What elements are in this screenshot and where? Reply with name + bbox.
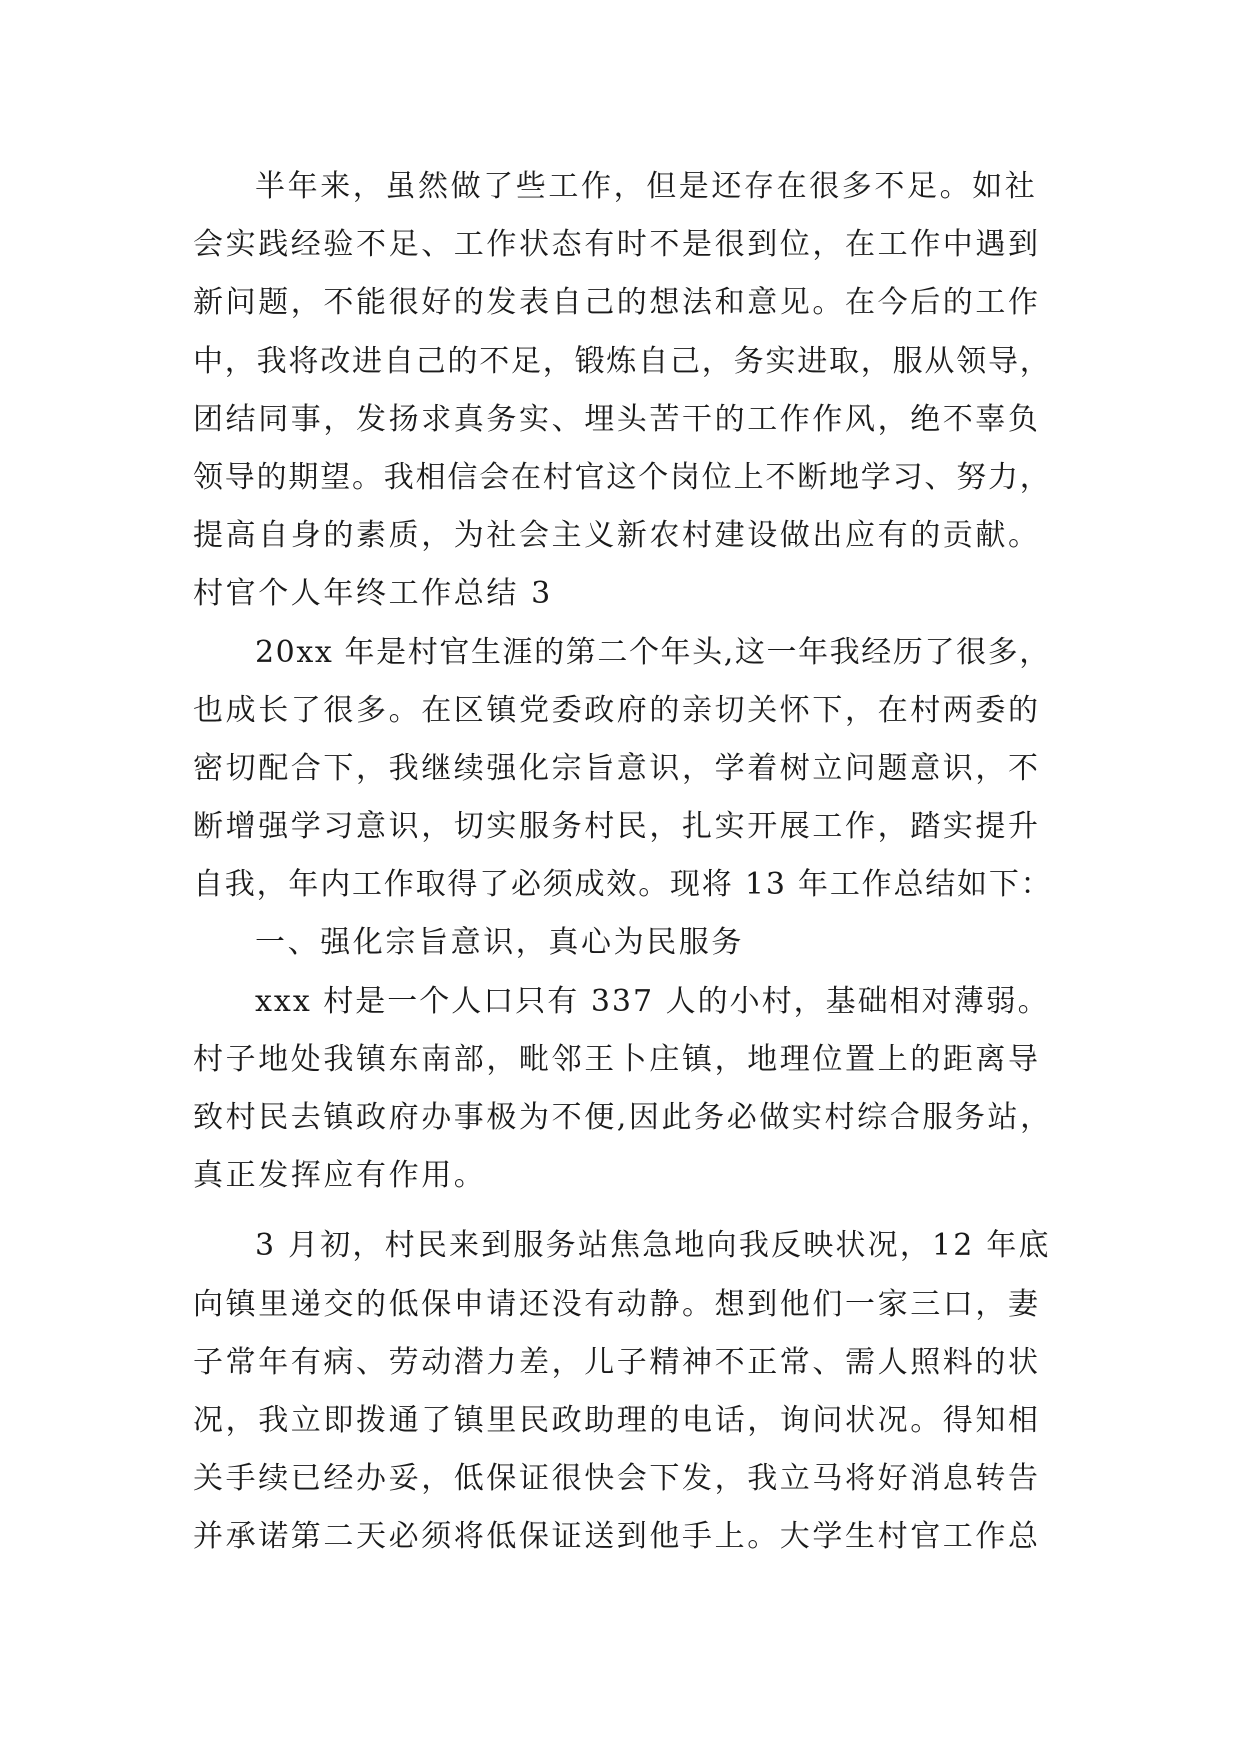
- text-line: 真正发挥应有作用。: [193, 1158, 487, 1194]
- paragraph-gap: [193, 1205, 1053, 1217]
- subsection-heading: 一、强化宗旨意识，真心为民服务: [255, 925, 744, 961]
- text-line: 子常年有病、劳动潜力差，儿子精神不正常、需人照料的状: [193, 1344, 1041, 1380]
- text-line: 向镇里递交的低保申请还没有动静。想到他们一家三口，妻: [193, 1286, 1041, 1322]
- document-page: [193, 158, 1053, 1567]
- text-line: 也成长了很多。在区镇党委政府的亲切关怀下，在村两委的: [193, 692, 1041, 728]
- text-line: 中，我将改进自己的不足，锻炼自己，务实进取，服从领导，: [193, 343, 1052, 379]
- text-line: 致村民去镇政府办事极为不便,因此务必做实村综合服务站，: [193, 1100, 1053, 1135]
- text-line: 团结同事，发扬求真务实、埋头苦干的工作作风，绝不辜负: [193, 401, 1041, 437]
- text-line: 3 月初，村民来到服务站焦急地向我反映状况，12 年底: [255, 1228, 1051, 1264]
- text-line: 村子地处我镇东南部，毗邻王卜庄镇，地理位置上的距离导: [193, 1041, 1041, 1077]
- text-line: 20xx 年是村官生涯的第二个年头,这一年我经历了很多，: [255, 634, 1051, 670]
- text-line: xxx 村是一个人口只有 337 人的小村，基础相对薄弱。: [255, 983, 1050, 1019]
- text-line: 关手续已经办妥，低保证很快会下发，我立马将好消息转告: [193, 1461, 1041, 1497]
- text-line: 断增强学习意识，切实服务村民，扎实开展工作，踏实提升: [193, 809, 1041, 845]
- text-line: 会实践经验不足、工作状态有时不是很到位，在工作中遇到: [193, 227, 1041, 263]
- text-line: 提高自身的素质，为社会主义新农村建设做出应有的贡献。: [193, 518, 1041, 554]
- text-line: 密切配合下，我继续强化宗旨意识，学着树立问题意识，不: [193, 750, 1041, 786]
- text-line: 自我，年内工作取得了必须成效。现将 13 年工作总结如下：: [193, 867, 1053, 903]
- text-line: 领导的期望。我相信会在村官这个岗位上不断地学习、努力，: [193, 459, 1052, 495]
- text-line: 新问题，不能很好的发表自己的想法和意见。在今后的工作: [193, 285, 1041, 321]
- text-line: 并承诺第二天必须将低保证送到他手上。大学生村官工作总: [193, 1519, 1041, 1555]
- text-line: 况，我立即拨通了镇里民政助理的电话，询问状况。得知相: [193, 1402, 1041, 1438]
- section-heading: 村官个人年终工作总结 3: [193, 576, 553, 612]
- text-line: 半年来，虽然做了些工作，但是还存在很多不足。如社: [255, 169, 1038, 204]
